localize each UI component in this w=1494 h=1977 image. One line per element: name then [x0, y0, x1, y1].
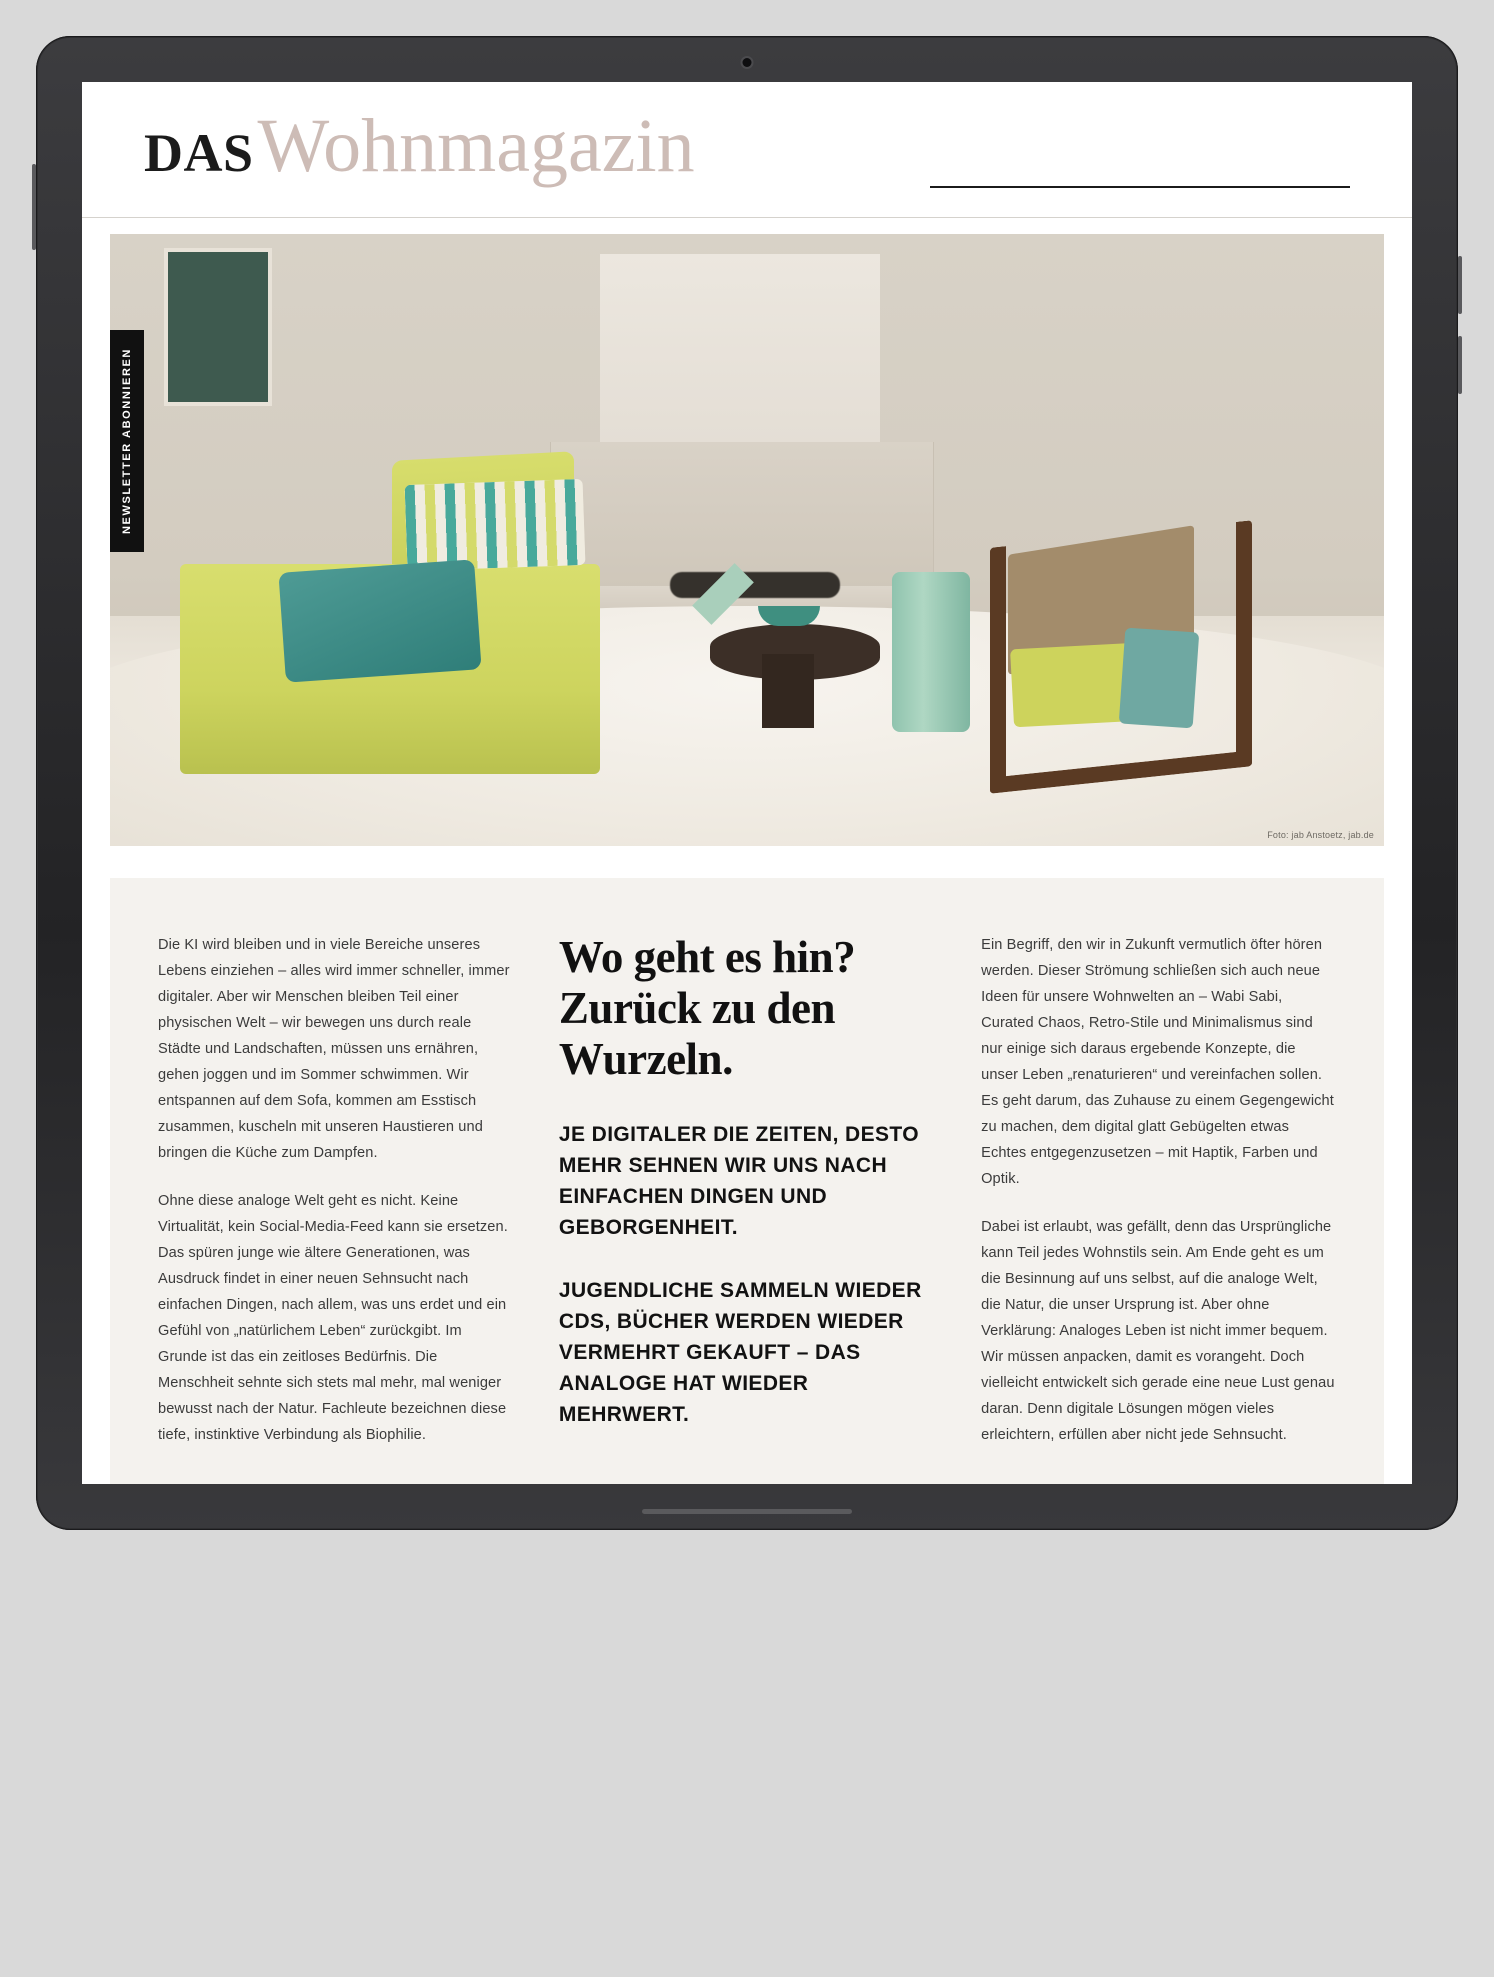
wall-art-shape: [168, 252, 268, 402]
article-headline: Wo geht es hin? Zurück zu den Wurzeln.: [558, 932, 856, 1084]
article-body: [110, 878, 1384, 1484]
coffee-table-leg-shape: [762, 654, 814, 728]
power-button[interactable]: [32, 164, 36, 250]
front-camera-icon: [743, 58, 752, 67]
hero-image: [110, 234, 1384, 846]
article-column-middle: [559, 932, 935, 1484]
home-indicator: [642, 1509, 852, 1514]
article-columns: [110, 878, 1384, 1484]
photo-credit: Foto: jab Anstoetz, jab.de: [1267, 830, 1374, 840]
volume-up-button[interactable]: [1458, 256, 1462, 314]
hero-scene: [110, 234, 1384, 846]
tablet-screen: [82, 82, 1412, 1484]
masthead-rule: [930, 186, 1350, 188]
article-kicker: JUGENDLICHE SAMMELN WIEDER CDS, BÜCHER WERDEN WIEDER VERMEHRT GEKAUFT – DAS ANALOGE HAT WIEDER MEHRWERT.: [558, 1279, 922, 1426]
firewood-shape: [670, 572, 840, 598]
kilim-cushion-shape: [405, 479, 586, 571]
paragraph: Ein Begriff, den wir in Zukunft vermutlich öfter hören werden. Dieser Strömung schließen sich auch neue Ideen für unsere Wohnwelten an – Wabi Sabi, Curated Chaos, Retro-Stile und Minimalismus sind nur einige sich daraus ergebende Konzepte, die unser Leben „renaturieren“ und vereinfachen sollen. Es geht darum, das Zuhause zu einem Gegengewicht zu machen, dem digital glatt Gebügelten etwas Echtes entgegenzusetzen – mit Haptik, Farben und Optik.: [981, 937, 1334, 1187]
tablet-device-frame: [36, 36, 1458, 1530]
article-column-left: [158, 932, 513, 1484]
chimney-hood-shape: [600, 254, 880, 444]
chair-cushion-teal-shape: [1119, 628, 1200, 729]
paragraph: Ohne diese analoge Welt geht es nicht. Keine Virtualität, kein Social-Media-Feed kann sie ersetzen. Das spüren junge wie ältere Generationen, was Ausdruck findet in einer neuen Sehnsucht nach einfachen Dingen, nach allem, was uns erdet und ein Gefühl von „natürlichem Leben“ zurückgibt. Im Grunde ist das ein zeitloses Bedürfnis. Die Menschheit sehnte sich stets mal mehr, mal weniger bewusst nach der Natur. Fachleute bezeichnen diese tiefe, instinktive Verbindung als Biophilie.: [158, 1193, 508, 1443]
magazine-logo[interactable]: [144, 104, 695, 188]
logo-word-das: DAS: [144, 123, 254, 183]
fireplace-shape: [550, 442, 934, 588]
volume-down-button[interactable]: [1458, 336, 1462, 394]
paragraph: Dabei ist erlaubt, was gefällt, denn das Ursprüngliche kann Teil jedes Wohnstils sein. Am Ende geht es um die Besinnung auf uns selbst, auf die analoge Welt, die Natur, die unser Ursprung ist. Aber ohne Verklärung: Analoges Leben ist nicht immer bequem. Wir müssen anpacken, damit es vorangeht. Doch vielleicht entwickelt sich gerade eine neue Lust genau daran. Denn digitale Lösungen mögen vieles erleichtern, erfüllen aber nicht jede Sehnsucht.: [981, 1219, 1335, 1443]
newsletter-subscribe-label: NEWSLETTER ABONNIEREN: [121, 348, 134, 534]
ceramic-stool-shape: [892, 572, 970, 732]
newsletter-subscribe-tab[interactable]: [110, 330, 144, 552]
paragraph: Die KI wird bleiben und in viele Bereiche unseres Lebens einziehen – alles wird immer schneller, immer digitaler. Aber wir Menschen bleiben Teil einer physischen Welt – wir bewegen uns durch reale Städte und Landschaften, müssen uns ernähren, gehen joggen und im Sommer schwimmen. Wir entspannen auf dem Sofa, kommen am Esstisch zusammen, kuscheln mit unseren Haustieren und bringen die Küche zum Dampfen.: [158, 937, 510, 1161]
masthead: [82, 82, 1412, 218]
logo-word-wohnmagazin: Wohnmagazin: [257, 104, 695, 188]
lounge-chair: [990, 534, 1220, 764]
article-column-right: [981, 932, 1336, 1484]
teal-cushion-shape: [278, 559, 481, 682]
article-kicker: JE DIGITALER DIE ZEITEN, DESTO MEHR SEHNEN WIR UNS NACH EINFACHEN DINGEN UND GEBORGENHEIT.: [558, 1123, 920, 1239]
